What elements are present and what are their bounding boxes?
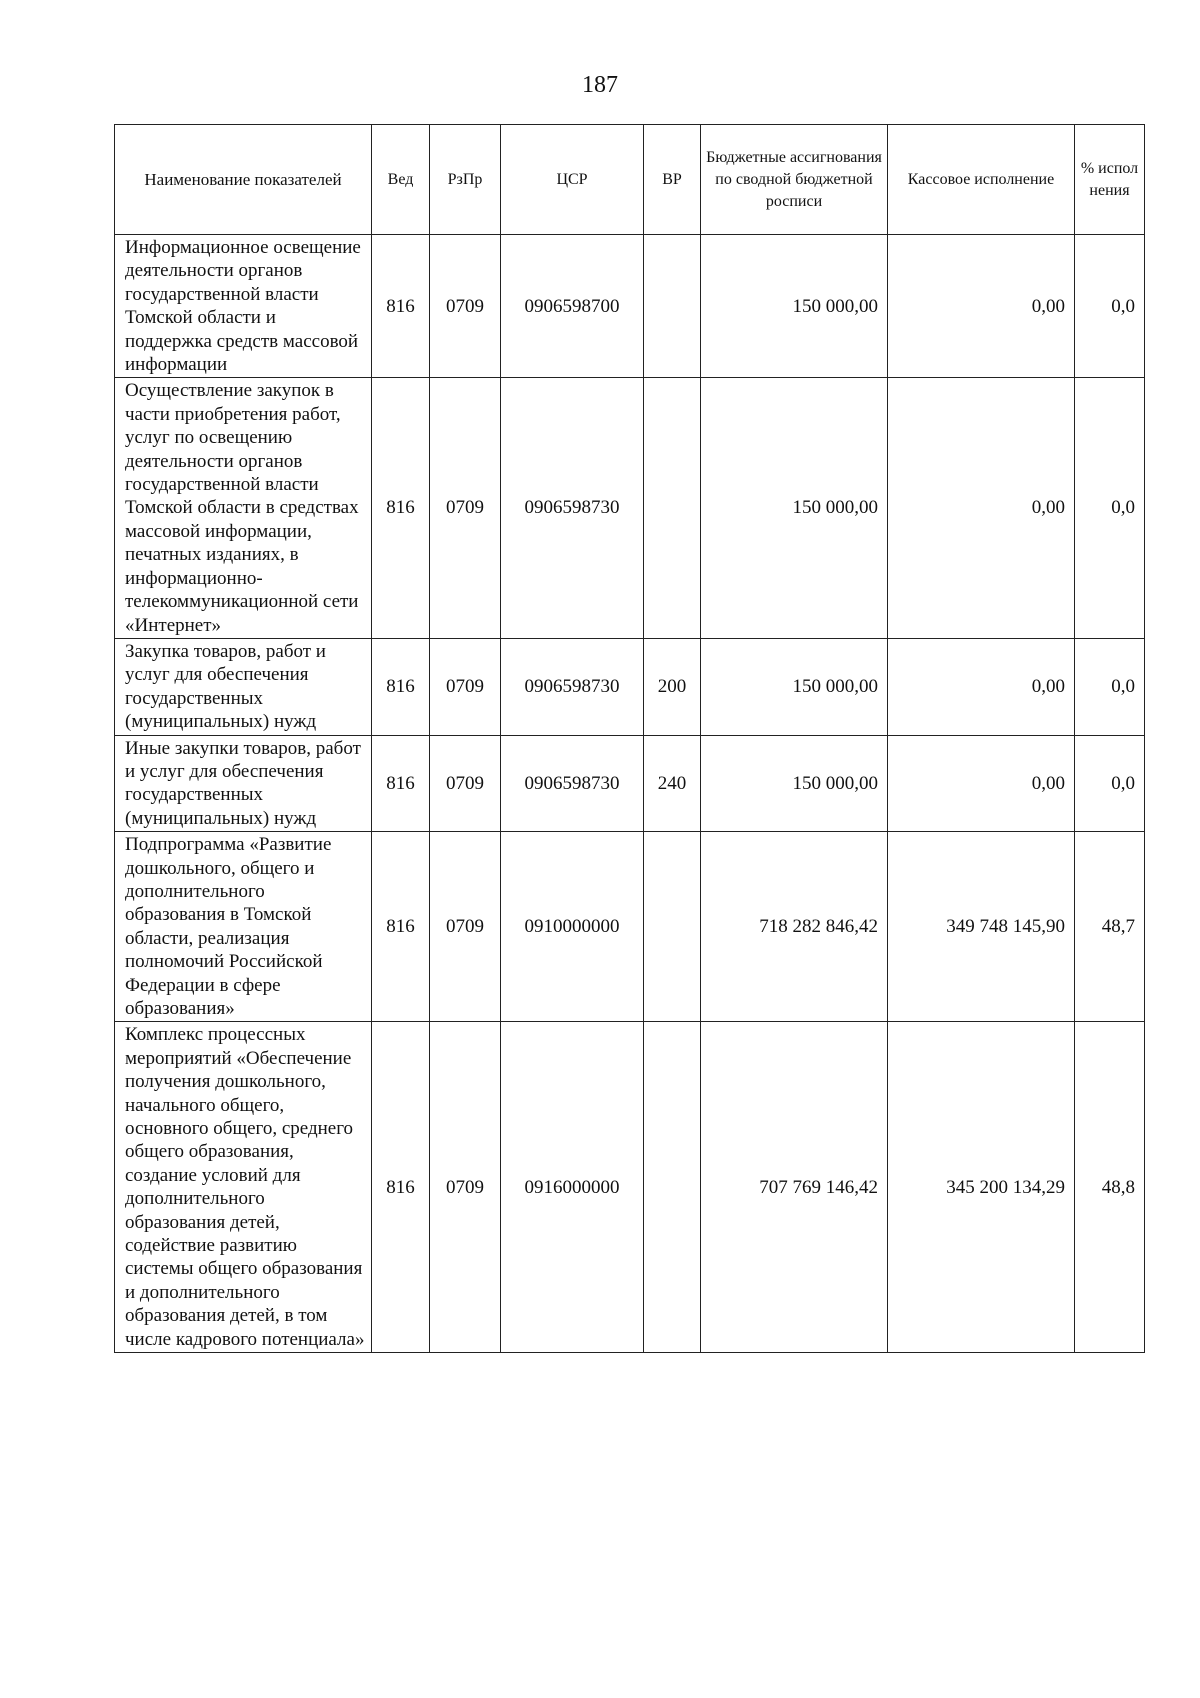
row-name: Иные закупки товаров, работ и услуг для обеспечения государственных (муниципальных) нужд: [115, 735, 372, 832]
table-row: [115, 638, 1145, 735]
row-rzpr: 0709: [430, 735, 501, 832]
row-csr: 0906598730: [501, 638, 644, 735]
row-percent: 48,7: [1075, 832, 1145, 1022]
row-ved: 816: [372, 832, 430, 1022]
header-name: Наименование показателей: [115, 125, 372, 235]
header-csr: ЦСР: [501, 125, 644, 235]
row-rzpr: 0709: [430, 832, 501, 1022]
row-vr: 240: [644, 735, 701, 832]
row-vr: [644, 378, 701, 638]
row-csr: 0910000000: [501, 832, 644, 1022]
row-name: Осуществление закупок в части приобретения работ, услуг по освещению деятельности органов государственной власти Томской области в средствах массовой информации, печатных изданиях, в информационно-телекоммуникационной сети «Интернет»: [115, 378, 372, 638]
table-row: [115, 378, 1145, 638]
row-name: Закупка товаров, работ и услуг для обеспечения государственных (муниципальных) нужд: [115, 638, 372, 735]
table-row: [115, 735, 1145, 832]
row-execution: 0,00: [888, 378, 1075, 638]
row-rzpr: 0709: [430, 638, 501, 735]
row-csr: 0906598700: [501, 235, 644, 378]
row-rzpr: 0709: [430, 378, 501, 638]
row-execution: 345 200 134,29: [888, 1022, 1075, 1353]
row-ved: 816: [372, 638, 430, 735]
page-number: 187: [582, 72, 618, 98]
row-csr: 0906598730: [501, 735, 644, 832]
row-percent: 0,0: [1075, 378, 1145, 638]
row-assignments: 707 769 146,42: [701, 1022, 888, 1353]
row-assignments: 150 000,00: [701, 235, 888, 378]
row-rzpr: 0709: [430, 1022, 501, 1353]
header-execution: Кассовое исполнение: [888, 125, 1075, 235]
row-csr: 0916000000: [501, 1022, 644, 1353]
header-rzpr: РзПр: [430, 125, 501, 235]
row-assignments: 150 000,00: [701, 638, 888, 735]
header-assignments: Бюджетные ассигнования по сводной бюджетной росписи: [701, 125, 888, 235]
table-header-row: [115, 125, 1145, 235]
row-execution: 0,00: [888, 638, 1075, 735]
row-execution: 349 748 145,90: [888, 832, 1075, 1022]
row-percent: 0,0: [1075, 235, 1145, 378]
row-ved: 816: [372, 235, 430, 378]
row-ved: 816: [372, 1022, 430, 1353]
row-execution: 0,00: [888, 735, 1075, 832]
header-ved: Вед: [372, 125, 430, 235]
table-row: [115, 832, 1145, 1022]
row-vr: [644, 1022, 701, 1353]
table-row: [115, 235, 1145, 378]
row-assignments: 718 282 846,42: [701, 832, 888, 1022]
header-percent: % испол нения: [1075, 125, 1145, 235]
row-percent: 48,8: [1075, 1022, 1145, 1353]
row-vr: [644, 832, 701, 1022]
row-vr: 200: [644, 638, 701, 735]
row-name: Комплекс процессных мероприятий «Обеспечение получения дошкольного, начального общего, основного общего, среднего общего образования, создание условий для дополнительного образования детей, содействие развитию системы общего образования и дополнительного образования детей, в том числе кадрового потенциала»: [115, 1022, 372, 1353]
row-name: Информационное освещение деятельности органов государственной власти Томской области и поддержка средств массовой информации: [115, 235, 372, 378]
row-ved: 816: [372, 735, 430, 832]
row-assignments: 150 000,00: [701, 378, 888, 638]
row-percent: 0,0: [1075, 638, 1145, 735]
row-percent: 0,0: [1075, 735, 1145, 832]
table-row: [115, 1022, 1145, 1353]
row-assignments: 150 000,00: [701, 735, 888, 832]
row-ved: 816: [372, 378, 430, 638]
row-execution: 0,00: [888, 235, 1075, 378]
header-vr: ВР: [644, 125, 701, 235]
row-csr: 0906598730: [501, 378, 644, 638]
row-name: Подпрограмма «Развитие дошкольного, общего и дополнительного образования в Томской области, реализация полномочий Российской Федерации в сфере образования»: [115, 832, 372, 1022]
row-vr: [644, 235, 701, 378]
row-rzpr: 0709: [430, 235, 501, 378]
budget-table: [114, 124, 1145, 1353]
